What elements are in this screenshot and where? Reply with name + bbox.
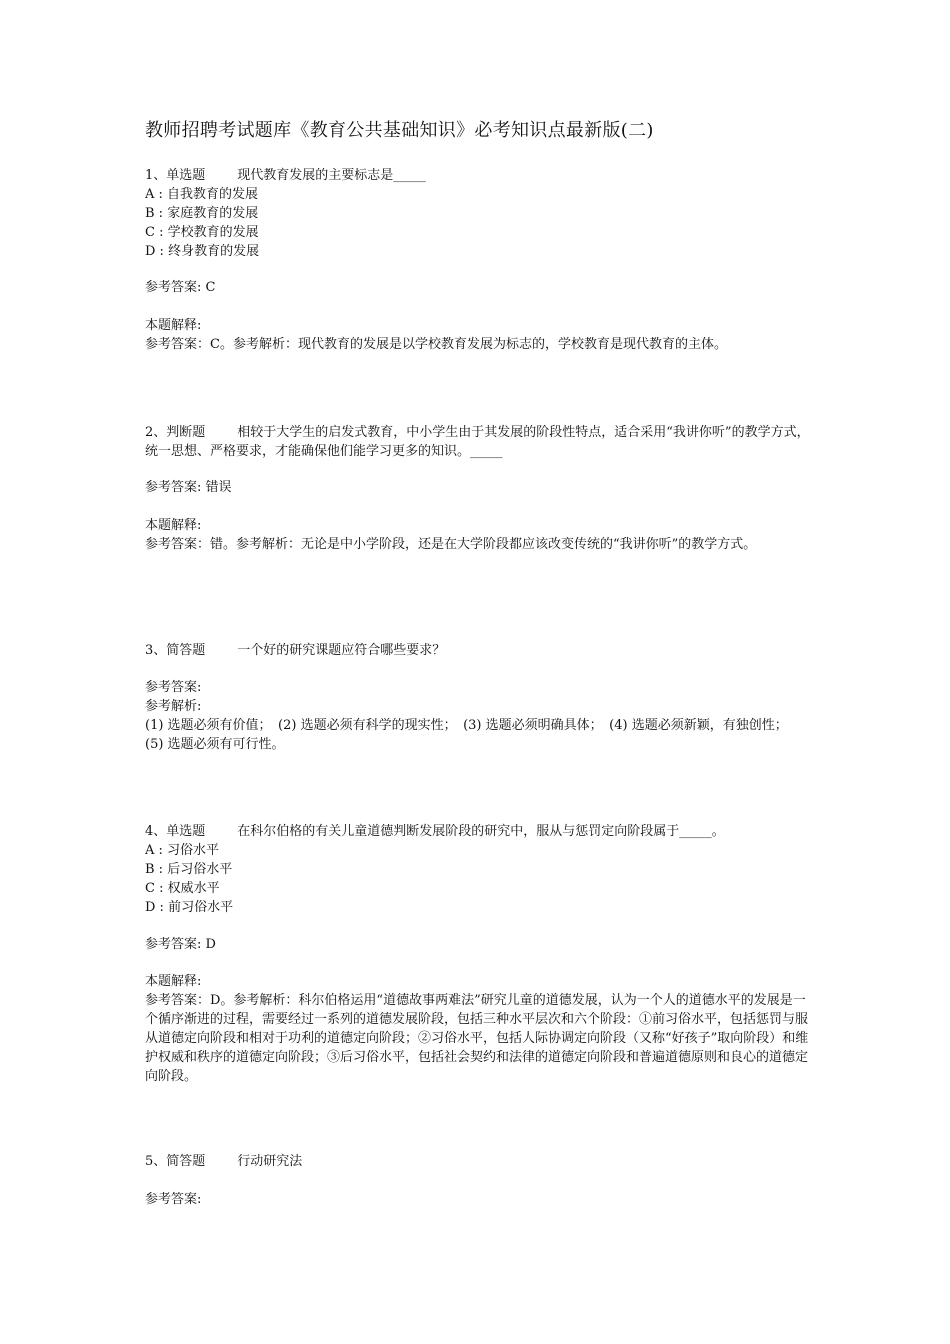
question-5-number: 5、简答题 bbox=[145, 1154, 206, 1169]
question-1-option-a: A : 自我教育的发展 bbox=[145, 187, 259, 202]
question-4-option-a: A : 习俗水平 bbox=[145, 843, 220, 858]
question-2-stem: 相较于大学生的启发式教育，中小学生由于其发展的阶段性特点，适合采用“我讲你听”的教学方式，统一思想、严格要求，才能确保他们能学习更多的知识。_____ bbox=[145, 425, 810, 459]
question-1-stem: 现代教育发展的主要标志是_____ bbox=[237, 168, 426, 183]
question-2-explanation-text: 参考答案：错。参考解析：无论是中小学阶段，还是在大学阶段都应该改变传统的“我讲你听”的教学方式。 bbox=[145, 537, 757, 552]
question-4-number: 4、单选题 bbox=[145, 824, 206, 839]
question-1-explanation-text: 参考答案：C。参考解析：现代教育的发展是以学校教育发展为标志的，学校教育是现代教育的主体。 bbox=[145, 337, 727, 352]
question-5-answer: 参考答案: bbox=[145, 1192, 202, 1207]
question-4-explanation bbox=[145, 972, 810, 1086]
question-1-option-c: C : 学校教育的发展 bbox=[145, 225, 259, 240]
question-2-number: 2、判断题 bbox=[145, 425, 206, 440]
question-2-explanation bbox=[145, 516, 810, 554]
question-2 bbox=[145, 423, 810, 461]
question-3-stem: 一个好的研究课题应符合哪些要求？ bbox=[237, 643, 446, 658]
question-2-explanation-label: 本题解释: bbox=[145, 518, 202, 533]
question-4 bbox=[145, 822, 810, 917]
question-5 bbox=[145, 1152, 810, 1171]
question-3-answer-block bbox=[145, 678, 810, 754]
question-1-answer: 参考答案: C bbox=[145, 280, 216, 295]
question-3-number: 3、简答题 bbox=[145, 643, 206, 658]
question-3-explanation-text: (1) 选题必须有价值； (2) 选题必须有科学的现实性； (3) 选题必须明确具体； (4) 选题必须新颖，有独创性； (5) 选题必须有可行性。 bbox=[145, 718, 795, 752]
question-1-option-b: B : 家庭教育的发展 bbox=[145, 206, 259, 221]
document-title: 教师招聘考试题库《教育公共基础知识》必考知识点最新版(二) bbox=[145, 120, 654, 141]
question-5-stem: 行动研究法 bbox=[237, 1154, 303, 1169]
question-1-explanation bbox=[145, 316, 810, 354]
question-1-number: 1、单选题 bbox=[145, 168, 206, 183]
question-3 bbox=[145, 641, 810, 660]
question-1-explanation-label: 本题解释: bbox=[145, 318, 202, 333]
question-4-explanation-label: 本题解释: bbox=[145, 974, 202, 989]
question-4-explanation-text: 参考答案：D。参考解析：科尔伯格运用“道德故事两难法”研究儿童的道德发展，认为一个人的道德水平的发展是一个循序渐进的过程，需要经过一系列的道德发展阶段，包括三种水平层次和六个阶段：①前习俗水平，包括惩罚与服从道德定向阶段和相对于功利的道德定向阶段；②习俗水平，包括人际协调定向阶段（又称“好孩子”取向阶段）和维护权威和秩序的道德定向阶段；③后习俗水平，包括社会契约和法律的道德定向阶段和普遍道德原则和良心的道德定向阶段。 bbox=[145, 993, 809, 1084]
question-3-answer: 参考答案: bbox=[145, 680, 202, 695]
question-1 bbox=[145, 166, 810, 261]
question-4-answer: 参考答案: D bbox=[145, 937, 216, 952]
question-4-option-c: C : 权威水平 bbox=[145, 881, 220, 896]
question-3-explanation-label: 参考解析: bbox=[145, 699, 202, 714]
question-2-answer: 参考答案: 错误 bbox=[145, 480, 232, 495]
question-1-option-d: D : 终身教育的发展 bbox=[145, 244, 260, 259]
question-4-option-d: D : 前习俗水平 bbox=[145, 900, 234, 915]
question-4-stem: 在科尔伯格的有关儿童道德判断发展阶段的研究中，服从与惩罚定向阶段属于_____。 bbox=[237, 824, 725, 839]
question-4-option-b: B : 后习俗水平 bbox=[145, 862, 233, 877]
